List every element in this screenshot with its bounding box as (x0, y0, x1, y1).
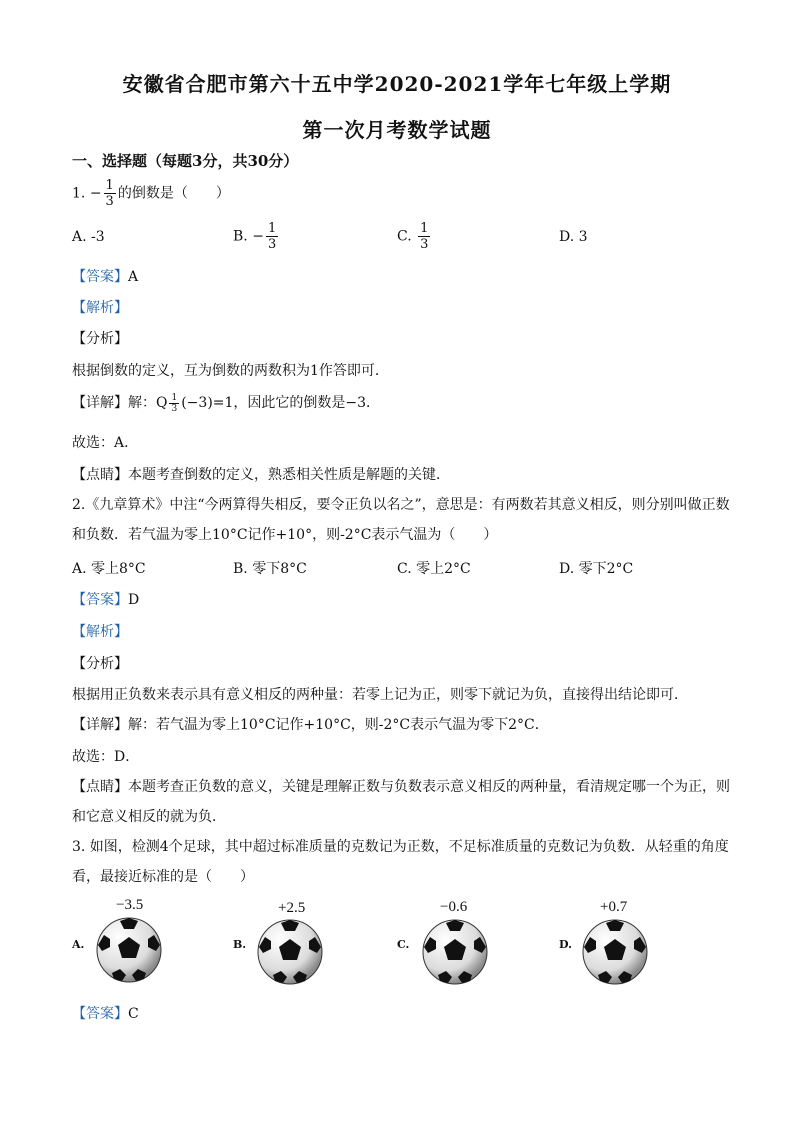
question-3-stem: 3. 如图，检测4个足球，其中超过标准质量的克数记为正数，不足标准质量的克数记为负数．从轻重的角度看，最接近标准的是（ ） (72, 839, 729, 885)
q1-choose: 故选：A． (72, 435, 139, 451)
ball-d-value: +0.7 (600, 899, 628, 915)
q2-option-c: C. 零上2°C (397, 561, 471, 577)
q2-fenxi-tag: 【分析】 (72, 656, 128, 672)
page-title-line2: 第一次月考数学试题 (302, 118, 492, 142)
q2-choose: 故选：D． (72, 749, 140, 765)
q2-fenxi: 根据用正负数来表示具有意义相反的两种量：若零上记为正，则零下就记为负，直接得出结论即可． (72, 687, 688, 703)
ball-a-value: −3.5 (116, 897, 144, 913)
q2-answer: 【答案】D (72, 592, 140, 608)
section-heading: 一、选择题（每题3分，共30分） (72, 152, 299, 170)
q1-option-d: D. 3 (559, 229, 588, 245)
q1-fenxi: 根据倒数的定义，互为倒数的两数积为1作答即可． (72, 363, 389, 379)
q2-jiexi-tag: 【解析】 (72, 624, 128, 640)
ball-b-value: +2.5 (278, 900, 306, 916)
soccer-ball-icon (422, 919, 488, 985)
q2-option-a: A. 零上8°C (72, 561, 146, 577)
q1-option-a: A. -3 (72, 229, 105, 245)
soccer-ball-icon (96, 917, 162, 983)
question-2-stem: 2.《九章算术》中注“今两算得失相反，要令正负以名之”，意思是：有两数若其意义相反，则分别叫做正数和负数．若气温为零上10°C记作+10°，则-2°C表示气温为（ ） (72, 497, 730, 543)
q1-answer: 【答案】A (72, 269, 139, 285)
q1-fraction: $\frac{1}{3}$ (105, 178, 114, 209)
ball-c-value: −0.6 (440, 899, 468, 915)
q1-option-b: B. − $\frac{1}{3}$ (233, 221, 277, 252)
question-1-stem: 1. − $\frac{1}{3}$ 的倒数是（ ） (72, 178, 230, 209)
q1-jiexi-tag: 【解析】 (72, 300, 128, 316)
ball-c-letter: C. (397, 938, 410, 951)
q2-detail: 【详解】解：若气温为零上10°C记作+10°C，则-2°C表示气温为零下2°C． (72, 717, 549, 733)
ball-d-letter: D. (559, 938, 572, 951)
q2-dianjing: 【点睛】本题考查正负数的意义，关键是理解正数与负数表示意义相反的两种量，看清规定哪一个为正，则和它意义相反的就为负． (72, 779, 730, 825)
soccer-ball-icon (257, 919, 323, 985)
q2-option-d: D. 零下2°C (559, 561, 634, 577)
q3-answer: 【答案】C (72, 1006, 139, 1022)
ball-b-letter: B. (233, 938, 247, 951)
q1-dianjing: 【点睛】本题考查倒数的定义，熟悉相关性质是解题的关键． (72, 467, 450, 483)
soccer-ball-icon (582, 919, 648, 985)
q1-detail: 【详解】解：Q $\frac{1}{3}$ (−3)=1，因此它的倒数是−3． (72, 392, 381, 414)
q1-fenxi-tag: 【分析】 (72, 331, 128, 347)
ball-a-letter: A. (72, 938, 85, 951)
page-title-line1: 安徽省合肥市第六十五中学2020-2021学年七年级上学期 (122, 72, 672, 96)
q1-option-c: C. $\frac{1}{3}$ (397, 221, 429, 252)
q2-option-b: B. 零下8°C (233, 561, 307, 577)
